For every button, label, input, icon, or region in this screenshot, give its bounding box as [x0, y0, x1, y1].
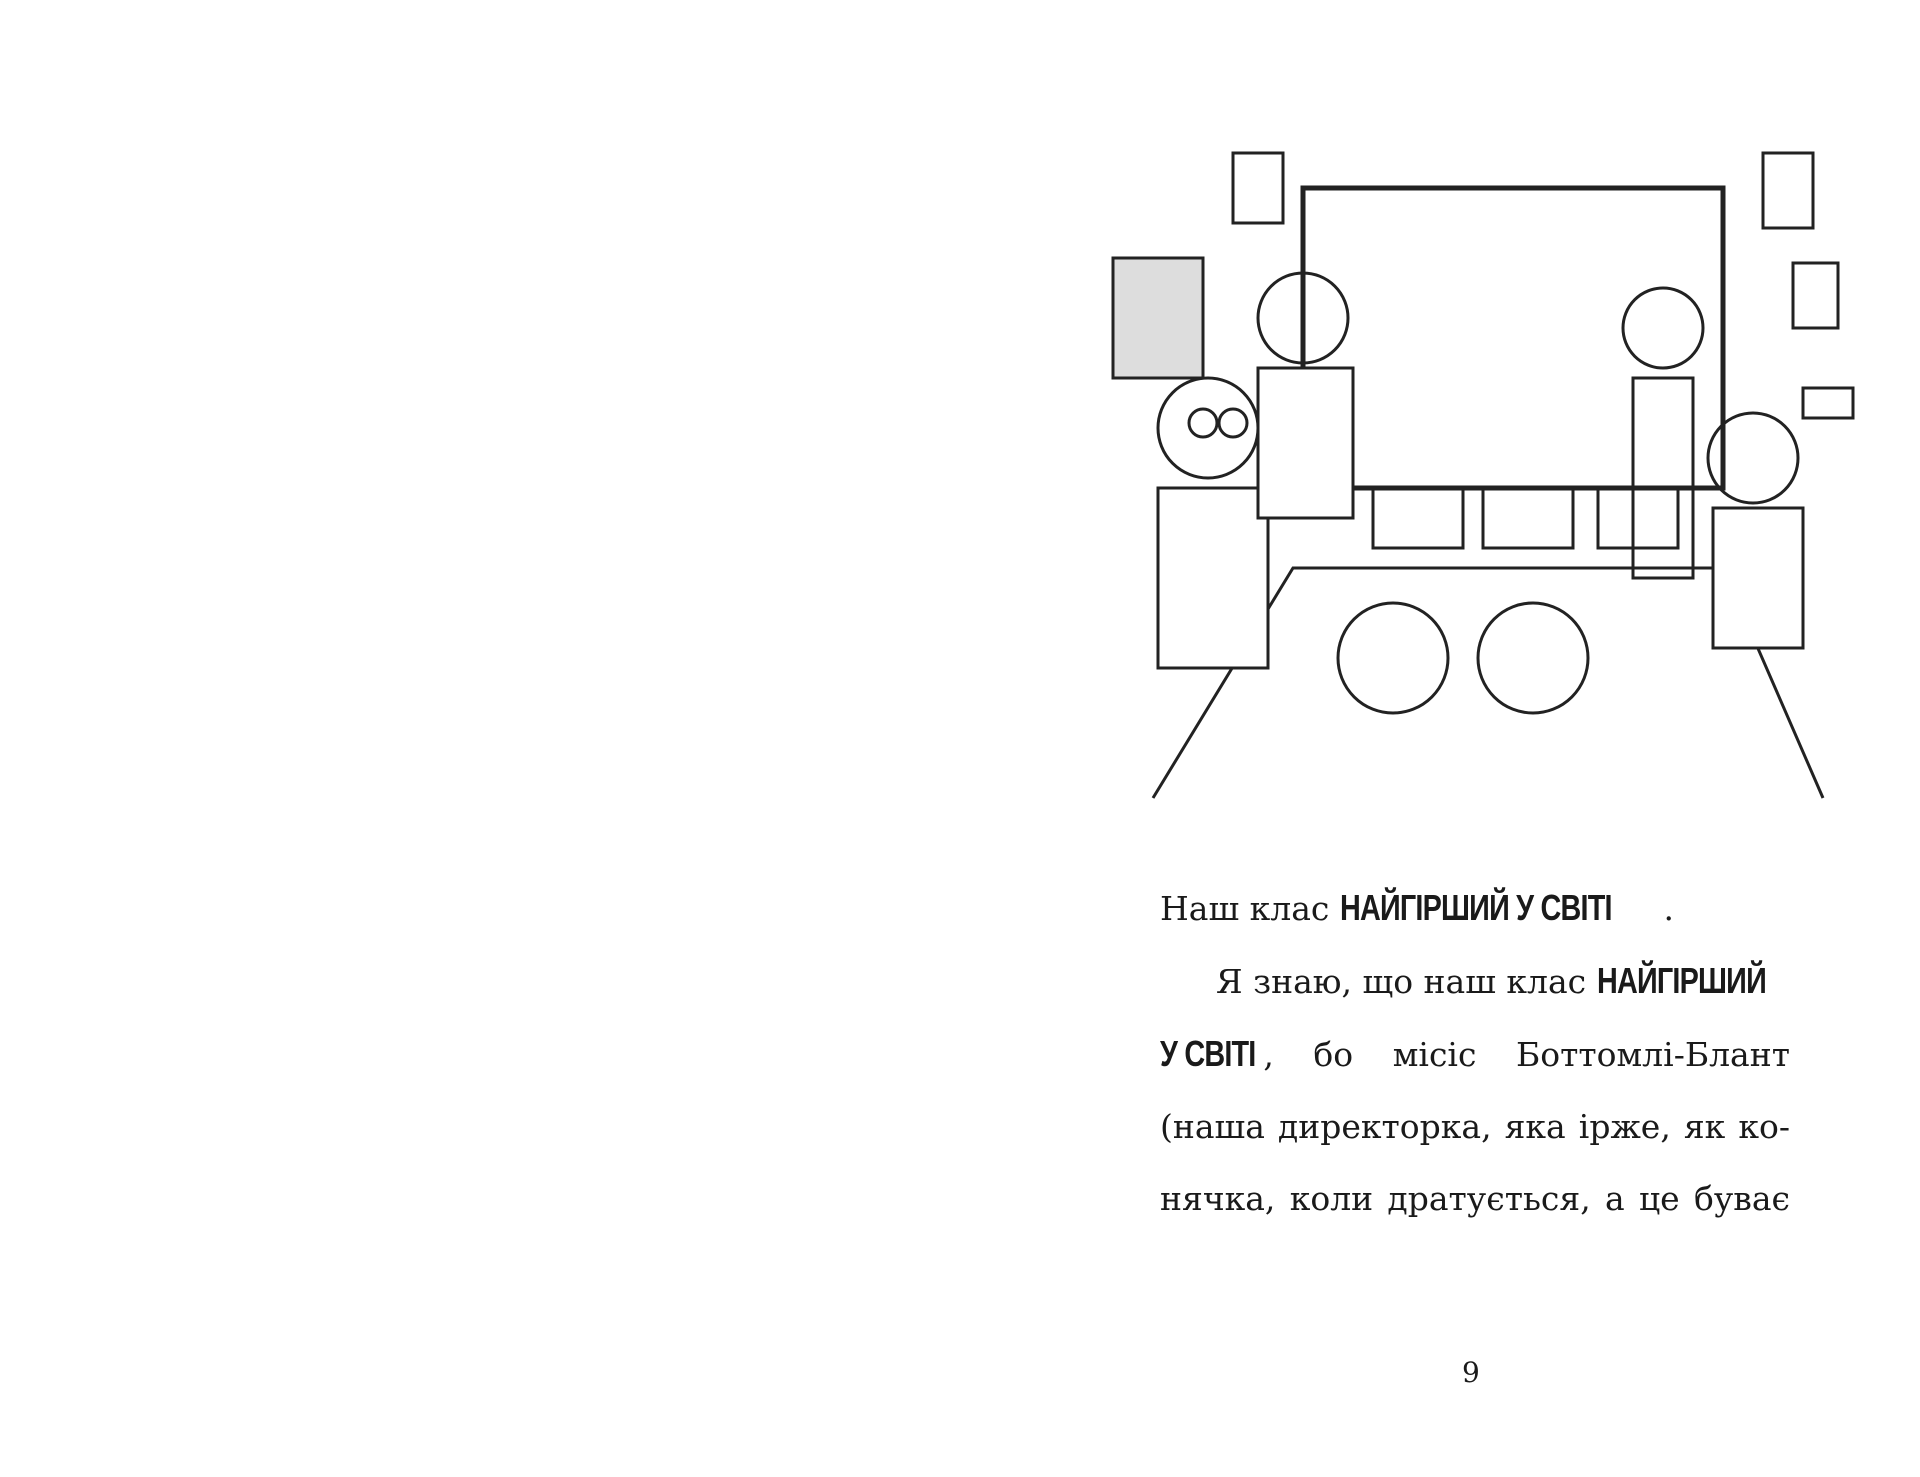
emphasis-text: НАЙГІРШИЙ У СВІТІ [1339, 887, 1612, 928]
body-text [1160, 872, 1790, 1235]
text: . [1663, 889, 1674, 928]
paragraph-2-line-3: (наша директорка, яка ірже, як ко- [1160, 1107, 1790, 1146]
paragraph-2-line-2 [1160, 1018, 1790, 1091]
paragraph-2-line-4: нячка, коли дратується, а це буває [1160, 1179, 1790, 1218]
paragraph-2-line-1 [1160, 945, 1790, 1018]
page-number: 9 [1462, 1356, 1480, 1389]
text: Я знаю, що наш клас [1216, 962, 1597, 1001]
emphasis-text: НАЙГІРШИЙ [1596, 960, 1766, 1001]
paragraph-1 [1160, 872, 1790, 945]
text: Наш клас [1160, 889, 1340, 928]
classroom-illustration [1053, 148, 1870, 800]
emphasis-text: У СВІТІ [1160, 1033, 1256, 1074]
text: , бо місіс Боттомлі-Блант [1263, 1035, 1790, 1074]
